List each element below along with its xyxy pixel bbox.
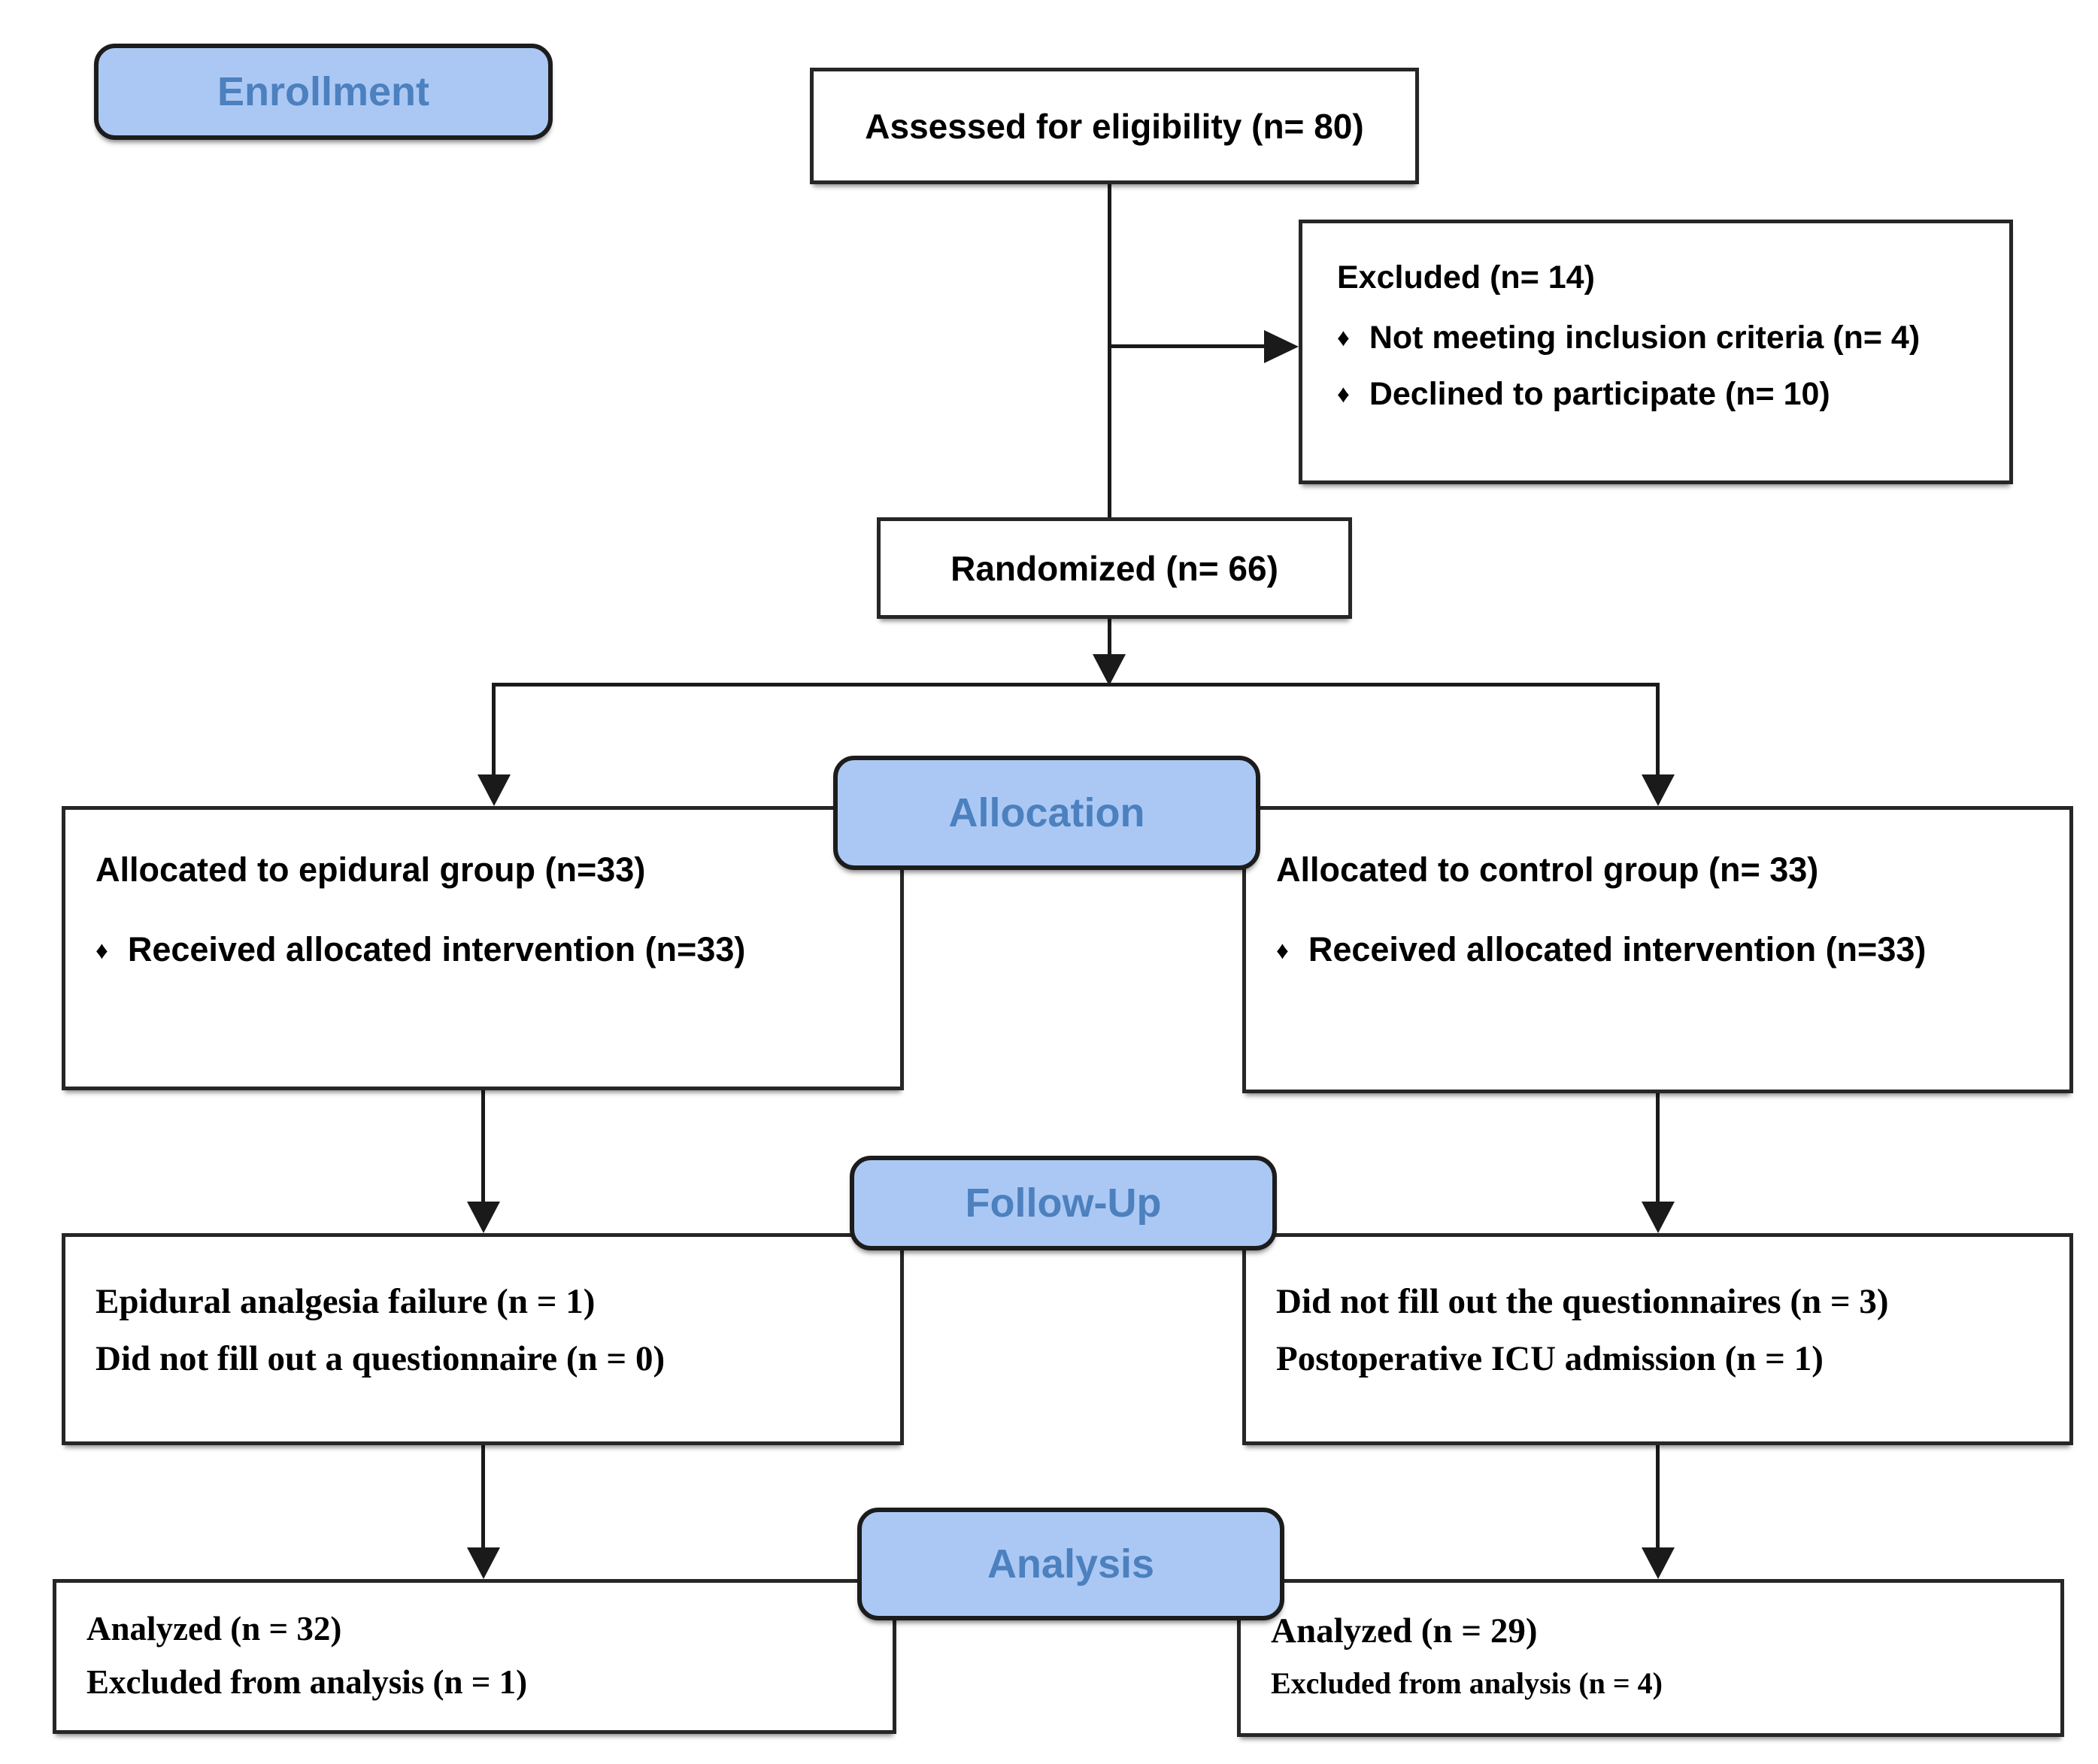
connector-alloc-to-fu-right [1656,1092,1660,1203]
connector-randomized-down [1108,617,1111,656]
excluded-bullet-2 [1337,376,1987,413]
connector-alloc-to-fu-left [481,1089,485,1203]
allocation-left-title: Allocated to epidural group (n=33) [96,850,646,889]
analysis-right-line-1: Analyzed (n = 29) [1271,1611,1538,1650]
allocation-left-bullet-text: Received allocated intervention (n=33) [127,930,746,969]
analysis-left-line-2: Excluded from analysis (n = 1) [86,1663,528,1702]
enrollment-stage-label [94,44,553,140]
allocation-right-bullet-text: Received allocated intervention (n=33) [1308,930,1927,969]
excluded-box [1299,220,2013,484]
excluded-title: Excluded (n= 14) [1337,259,1595,296]
analysis-stage-label [857,1508,1284,1620]
followup-control-group-box [1242,1233,2073,1445]
excluded-bullet-2-text: Declined to participate (n= 10) [1369,375,1830,412]
assessed-text: Assessed for eligibility (n= 80) [865,106,1364,146]
excluded-bullet-1 [1337,320,1987,356]
arrowhead-into-analysis-right [1642,1547,1675,1579]
arrowhead-randomized-split [1093,654,1126,686]
followup-left-line-2: Did not fill out a questionnaire (n = 0) [96,1339,665,1379]
allocation-right-title: Allocated to control group (n= 33) [1276,850,1819,889]
analysis-epidural-group-box [53,1579,896,1734]
allocation-stage-label [833,756,1260,870]
arrowhead-into-alloc-right [1642,774,1675,806]
followup-right-line-1: Did not fill out the questionnaires (n = 3) [1276,1282,1889,1321]
allocation-right-bullet [1276,930,2047,969]
diamond-bullet-icon: ♦ [1337,323,1350,351]
connector-fu-to-analysis-right [1656,1444,1660,1549]
connector-split-to-alloc-right [1656,683,1660,777]
connector-to-excluded [1108,344,1267,348]
allocation-epidural-group-box [62,806,904,1090]
allocation-stage-text: Allocation [948,790,1145,835]
analysis-right-line-2: Excluded from analysis (n = 4) [1271,1666,1663,1701]
randomized-box [877,517,1352,619]
enrollment-stage-text: Enrollment [217,69,430,114]
analysis-left-line-1: Analyzed (n = 32) [86,1610,342,1647]
connector-assessed-to-randomized [1108,183,1111,519]
randomized-text: Randomized (n= 66) [950,548,1278,588]
excluded-bullet-1-text: Not meeting inclusion criteria (n= 4) [1369,319,1921,356]
analysis-control-group-box [1237,1579,2064,1737]
diamond-bullet-icon: ♦ [1337,379,1350,408]
allocation-left-bullet [96,930,878,969]
arrowhead-into-excluded [1264,330,1299,363]
diamond-bullet-icon: ♦ [1276,936,1289,965]
followup-left-line-1: Epidural analgesia failure (n = 1) [96,1282,596,1321]
analysis-stage-text: Analysis [987,1541,1155,1587]
diamond-bullet-icon: ♦ [96,936,108,965]
followup-epidural-group-box [62,1233,904,1445]
arrowhead-into-fu-left [467,1202,500,1233]
allocation-control-group-box [1242,806,2073,1093]
followup-stage-text: Follow-Up [965,1181,1162,1226]
arrowhead-into-analysis-left [467,1547,500,1579]
assessed-for-eligibility-box [810,68,1419,184]
arrowhead-into-alloc-left [478,774,511,806]
followup-right-line-2: Postoperative ICU admission (n = 1) [1276,1339,1824,1379]
connector-split-horizontal [492,683,1659,687]
connector-split-to-alloc-left [492,683,496,777]
arrowhead-into-fu-right [1642,1202,1675,1233]
followup-stage-label [850,1156,1277,1250]
connector-fu-to-analysis-left [481,1444,485,1549]
